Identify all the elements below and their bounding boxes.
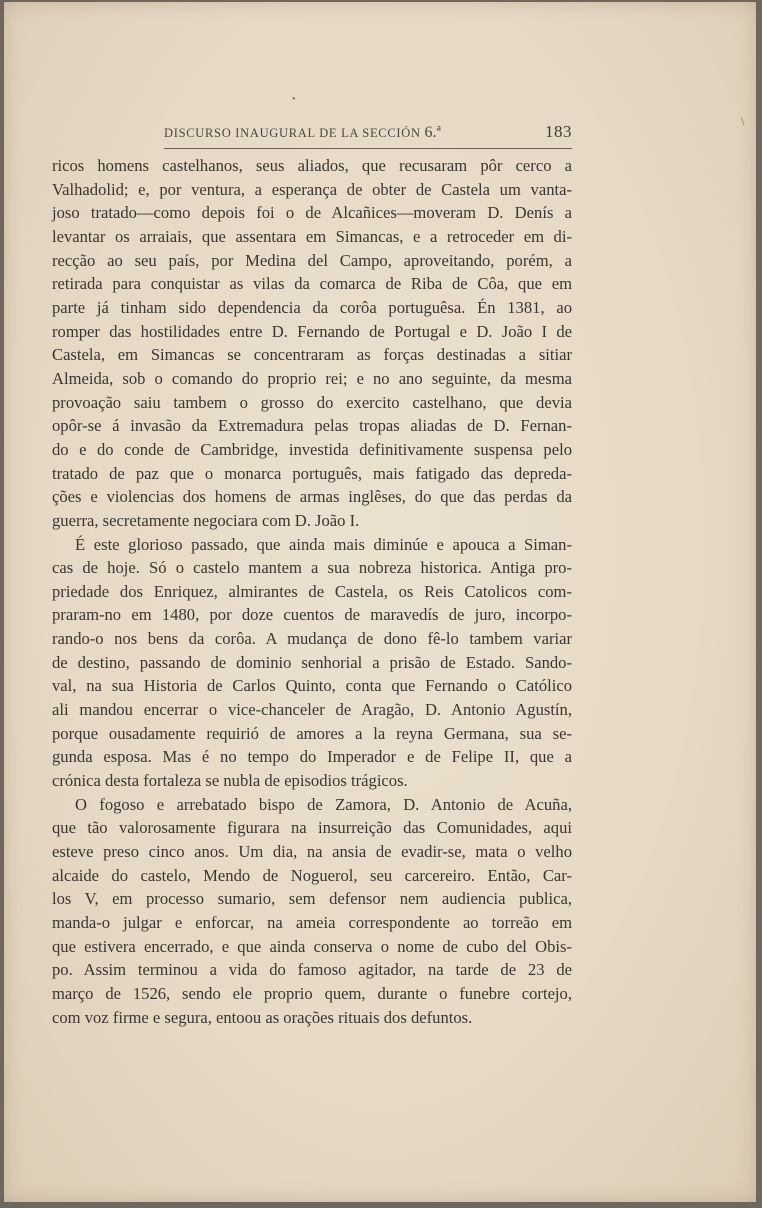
text-line: que tão valorosamente figurara na insurreição das Comunidades, aqui xyxy=(52,818,572,838)
text-line: esteve preso cinco anos. Um dia, na ansia de evadir-se, mata o velho xyxy=(52,842,572,862)
text-line: O fogoso e arrebatado bispo de Zamora, D. Antonio de Acuña, xyxy=(75,794,572,814)
text-line: março de 1526, sendo ele proprio quem, durante o funebre cortejo, xyxy=(52,983,572,1003)
text-line: de destino, passando de dominio senhorial a prisão de Estado. Sando- xyxy=(52,652,572,672)
text-line: provoação saiu tambem o grosso do exercito castelhano, que devia xyxy=(52,392,572,412)
text-line: manda-o julgar e enforcar, na ameia correspondente ao torreão em xyxy=(52,913,572,932)
page-stain-mark: \ xyxy=(741,114,745,128)
text-line: gunda esposa. Mas é no tempo do Imperador e de Felipe II, que a xyxy=(52,747,572,767)
running-header xyxy=(164,122,572,149)
text-line: É este glorioso passado, que ainda mais diminúe e apouca a Siman- xyxy=(75,534,572,554)
paragraph xyxy=(52,533,572,793)
ink-speck: • xyxy=(292,94,296,105)
text-line: Castela, em Simancas se concentraram as forças destinadas a sitiar xyxy=(52,345,572,365)
section-number: 6.ª xyxy=(424,124,441,141)
running-title-text: DISCURSO INAUGURAL DE LA SECCIÓN xyxy=(164,126,421,140)
text-line: rando-o nos bens da corôa. A mudança de dono fê-lo tambem variar xyxy=(52,629,572,649)
text-line: alcaide do castelo, Mendo de Noguerol, seu carcereiro. Então, Car- xyxy=(52,865,572,885)
text-line: opôr-se á invasão da Extremadura pelas tropas aliadas de D. Fernan- xyxy=(52,416,572,436)
paragraph xyxy=(52,154,572,533)
text-line: praram-no em 1480, por doze cuentos de maravedís de juro, incorpo- xyxy=(52,605,572,625)
running-title xyxy=(164,124,441,142)
text-line: val, na sua Historia de Carlos Quinto, conta que Fernando o Católico xyxy=(52,676,572,696)
text-line: romper das hostilidades entre D. Fernando de Portugal e D. João I de xyxy=(52,321,572,341)
paragraph xyxy=(52,793,572,1030)
text-line: priedade dos Enriquez, almirantes de Castela, os Reis Catolicos com- xyxy=(52,581,572,601)
text-line: guerra, secretamente negociara com D. João I. xyxy=(52,510,360,530)
text-line: porque ousadamente requirió de amores a la reyna Germana, sua se- xyxy=(52,723,572,743)
text-line: tratado de paz que o monarca português, mais fatigado das depreda- xyxy=(52,463,572,483)
text-line: do e do conde de Cambridge, investida definitivamente suspensa pelo xyxy=(52,439,572,459)
text-line: Valhadolid; e, por ventura, a esperança de obter de Castela um vanta- xyxy=(52,179,572,199)
page-number: 183 xyxy=(545,122,572,141)
text-line: joso tratado—como depois foi o de Alcañices—moveram D. Denís a xyxy=(52,203,572,223)
text-line: po. Assim terminou a vida do famoso agitador, na tarde de 23 de xyxy=(52,960,572,980)
text-line: crónica desta fortaleza se nubla de episodios trágicos. xyxy=(52,771,408,791)
text-line: cas de hoje. Só o castelo mantem a sua nobreza historica. Antiga pro- xyxy=(52,558,572,578)
text-line: parte já tinham sido dependencia da corôa portuguêsa. Én 1381, ao xyxy=(52,297,572,317)
text-line: ali mandou encerrar o vice-chanceler de Aragão, D. Antonio Agustín, xyxy=(52,700,572,720)
text-line: ricos homens castelhanos, seus aliados, que recusaram pôr cerco a xyxy=(52,156,572,175)
book-page xyxy=(4,2,756,1202)
text-line: Almeida, sob o comando do proprio rei; e no ano seguinte, da mesma xyxy=(52,368,572,388)
body-text xyxy=(52,154,572,1029)
text-line: recção ao seu país, por Medina del Campo, aproveitando, porém, a xyxy=(52,250,572,270)
text-line: com voz firme e segura, entoou as orações rituais dos defuntos. xyxy=(52,1007,473,1027)
text-line: levantar os arraiais, que assentara em Simancas, e a retroceder em di- xyxy=(52,226,572,246)
text-line: los V, em processo sumario, sem defensor nem audiencia publica, xyxy=(52,889,572,909)
text-line: retirada para conquistar as vilas da comarca de Riba de Côa, que em xyxy=(52,274,572,294)
text-line: ções e violencias dos homens de armas inglêses, do que das perdas da xyxy=(52,487,572,507)
text-line: que estivera encerrado, e que ainda conserva o nome de cubo del Obis- xyxy=(52,936,572,956)
